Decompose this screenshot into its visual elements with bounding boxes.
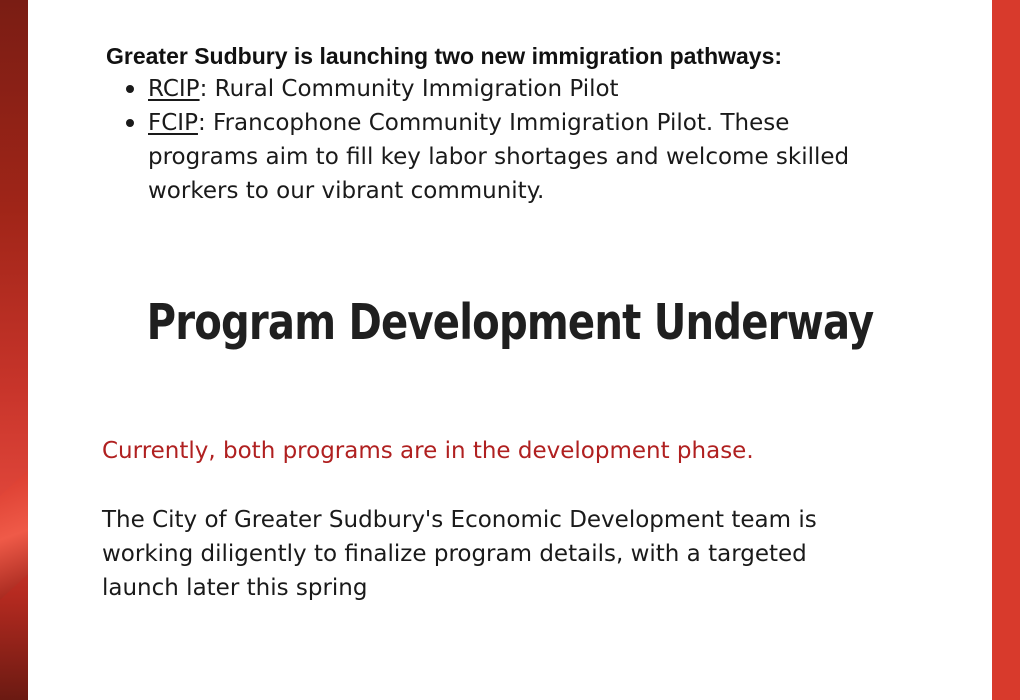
status-text: Currently, both programs are in the development phase. <box>102 438 754 464</box>
section-title: Program Development Underway <box>146 294 874 351</box>
details-paragraph: The City of Greater Sudbury's Economic Development team is working diligently to finalize program details, with a targeted launch later this spring <box>102 507 817 601</box>
right-decorative-border <box>992 0 1020 700</box>
pathway-description: : Francophone Community Immigration Pilot. These programs aim to fill key labor shortages and welcome skilled workers to our vibrant community. <box>148 110 850 204</box>
left-decorative-border <box>0 0 28 700</box>
pathway-item-rcip <box>106 72 906 106</box>
intro-heading: Greater Sudbury is launching two new immigration pathways: <box>106 43 783 69</box>
bullet-icon <box>126 85 134 93</box>
pathway-abbreviation: FCIP <box>148 110 198 136</box>
pathway-abbreviation: RCIP <box>148 76 200 102</box>
pathway-item-fcip <box>106 106 906 208</box>
pathway-list <box>106 72 926 208</box>
bullet-icon <box>126 119 134 127</box>
pathway-description: : Rural Community Immigration Pilot <box>199 76 619 102</box>
left-border-accent-shape <box>0 470 28 600</box>
intro-section <box>106 40 926 208</box>
